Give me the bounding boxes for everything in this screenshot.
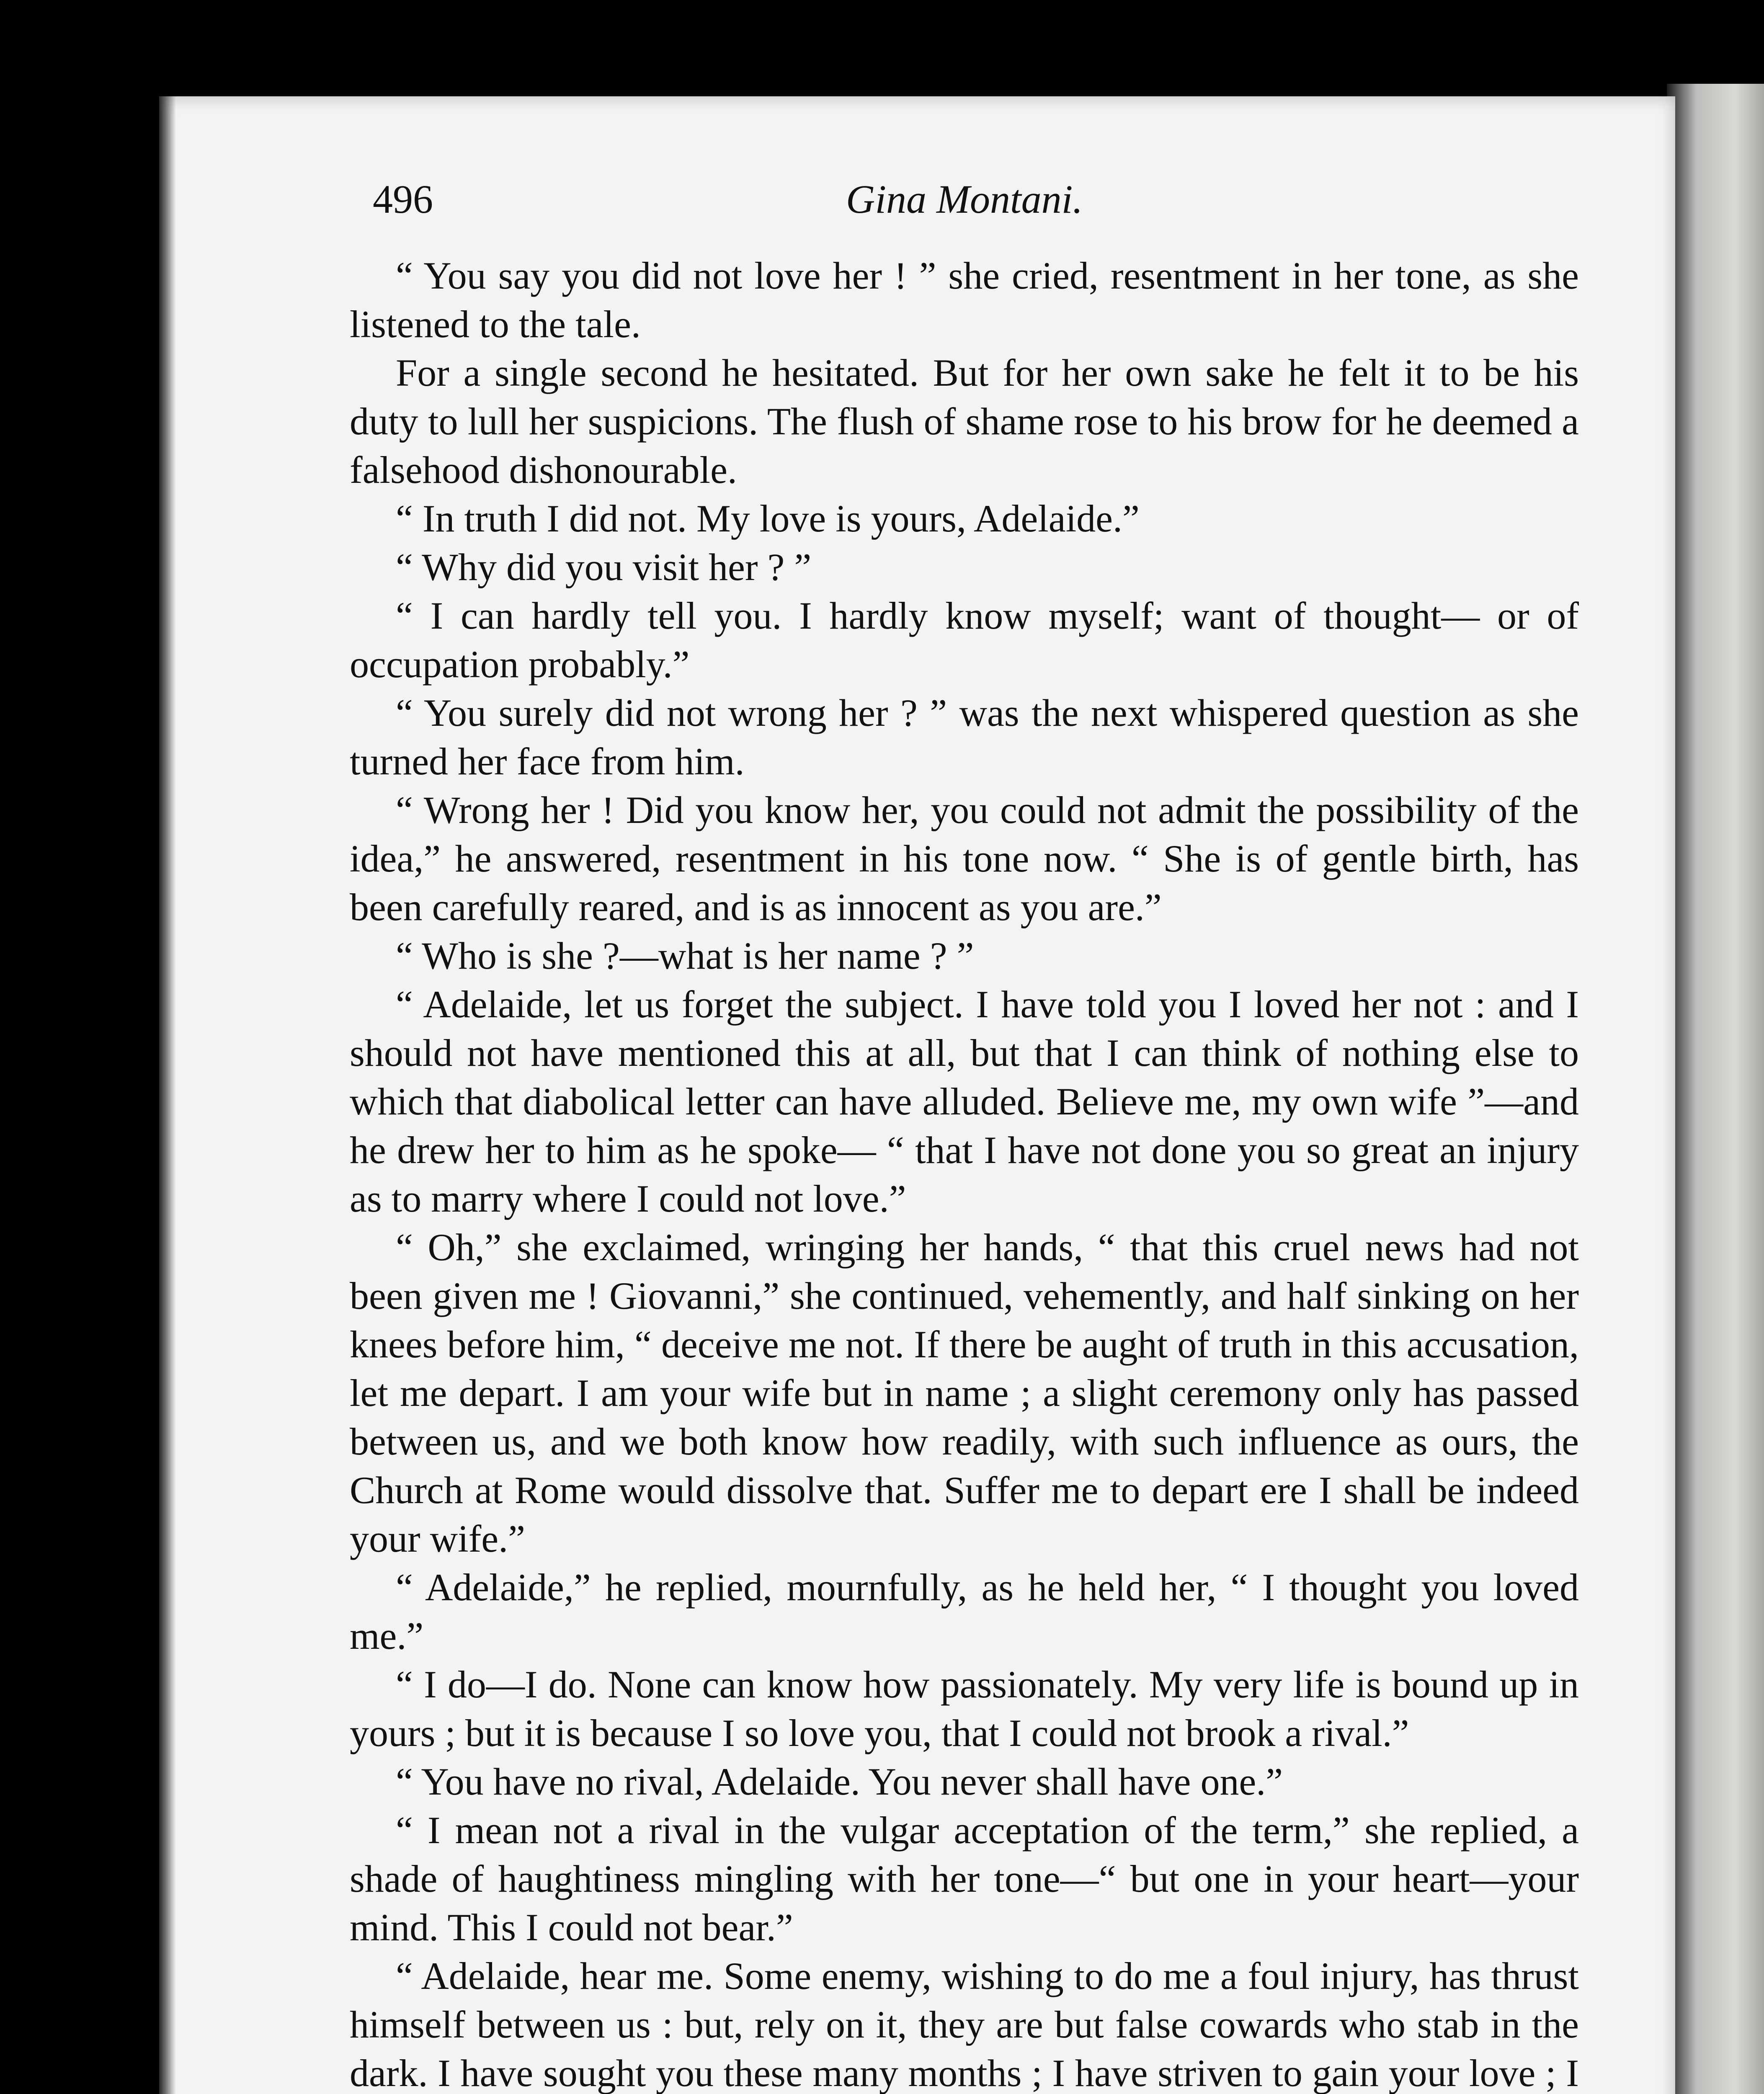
- paragraph: “ Adelaide, hear me. Some enemy, wishing to do me a foul injury, has thrust himself between us : but, rely on it, they are but false cowards who stab in the dark. I have sought you these many months ; I have striven to gain your love ; I: [350, 1955, 1579, 2094]
- paragraph: “ Why did you visit her ? ”: [396, 546, 812, 588]
- body-text: [350, 251, 1579, 2094]
- adjacent-page-edge: [1667, 84, 1764, 2094]
- paragraph: “ Adelaide,” he replied, mournfully, as he held her, “ I thought you loved me.”: [350, 1566, 1579, 1657]
- paragraph: “ I mean not a rival in the vulgar acceptation of the term,” she replied, a shade of haughtiness mingling with her tone—“ but one in your heart—your mind. This I could not bear.”: [350, 1809, 1579, 1949]
- paragraph: “ Oh,” she exclaimed, wringing her hands, “ that this cruel news had not been given me ! Giovanni,” she continued, vehemently, and half sinking on her knees before him, “ deceive me not. If there be aught of truth in this accusation, let me depart. I am your wife but in name ; a slight ceremony only has passed between us, and we both know how readily, with such influence as ours, the Church at Rome would dissolve that. Suffer me to depart ere I shall be indeed your wife.”: [350, 1226, 1579, 1560]
- running-head: [373, 176, 1562, 243]
- paragraph: “ You have no rival, Adelaide. You never shall have one.”: [396, 1760, 1283, 1803]
- paragraph: “ You say you did not love her ! ” she cried, resentment in her tone, as she listened to the tale.: [350, 254, 1579, 346]
- page-gutter-shadow: [159, 96, 176, 2094]
- paragraph: “ Who is she ?—what is her name ? ”: [396, 934, 974, 977]
- paragraph: “ I can hardly tell you. I hardly know myself; want of thought— or of occupation probably.”: [350, 594, 1579, 686]
- paragraph: “ I do—I do. None can know how passionately. My very life is bound up in yours ; but it is because I so love you, that I could not brook a rival.”: [350, 1663, 1579, 1754]
- paragraph: “ Wrong her ! Did you know her, you could not admit the possibility of the idea,” he answered, resentment in his tone now. “ She is of gentle birth, has been carefully reared, and is as innocent as you are.”: [350, 789, 1579, 928]
- paragraph: “ In truth I did not. My love is yours, Adelaide.”: [396, 497, 1140, 540]
- running-title: Gina Montani.: [846, 177, 1083, 222]
- paragraph: “ You surely did not wrong her ? ” was the next whispered question as she turned her face from him.: [350, 691, 1579, 783]
- page-number: 496: [373, 177, 433, 222]
- paragraph: For a single second he hesitated. But for her own sake he felt it to be his duty to lull her suspicions. The flush of shame rose to his brow for he deemed a falsehood dishonourable.: [350, 351, 1579, 491]
- paragraph: “ Adelaide, let us forget the subject. I have told you I loved her not : and I should not have mentioned this at all, but that I can think of nothing else to which that diabolical letter can have alluded. Believe me, my own wife ”—and he drew her to him as he spoke— “ that I have not done you so great an injury as to marry where I could not love.”: [350, 983, 1579, 1220]
